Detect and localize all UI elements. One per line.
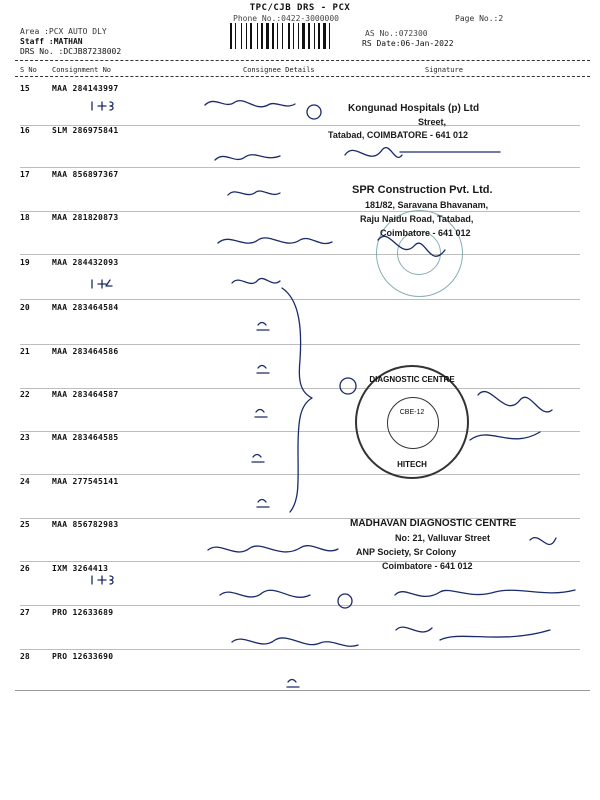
row-consignment: IXM 3264413 xyxy=(52,564,109,573)
spr-stamp-name: SPR Construction Pvt. Ltd. xyxy=(352,184,493,196)
row-consignment: MAA 277545141 xyxy=(52,477,119,486)
mark-row23 xyxy=(252,455,264,463)
scribble-hitesh xyxy=(232,278,280,283)
row-consignment: MAA 283464587 xyxy=(52,390,119,399)
phone-number: Phone No.:0422-3000000 xyxy=(233,14,339,23)
madhavan-stamp-line2: ANP Society, Sr Colony xyxy=(356,547,457,557)
spr-stamp-line2: Raju Naidu Road, Tatabad, xyxy=(360,214,474,224)
row-consignment: MAA 856897367 xyxy=(52,170,119,179)
circle-mark-2 xyxy=(340,378,356,394)
column-sno: S No xyxy=(20,66,37,74)
row-sno: 20 xyxy=(20,303,30,312)
scribble-annamalai xyxy=(215,155,280,160)
mark-row24 xyxy=(257,500,269,508)
column-signature: Signature xyxy=(425,66,463,74)
page-number: Page No.:2 xyxy=(455,14,504,23)
signature-row25 xyxy=(530,538,556,545)
column-consignment: Consignment No xyxy=(52,66,112,74)
column-consignee: Consignee Details xyxy=(243,66,315,74)
scribble-bashen xyxy=(232,638,358,646)
row-consignment: PRO 12633690 xyxy=(52,652,114,661)
row-sno: 27 xyxy=(20,608,30,617)
row-consignment: MAA 283464584 xyxy=(52,303,119,312)
row-consignment: SLM 286975841 xyxy=(52,126,119,135)
margin-mark-row19 xyxy=(92,280,112,288)
rs-date: RS Date:06-Jan-2022 xyxy=(362,39,454,48)
row-sno: 22 xyxy=(20,390,30,399)
row-sno: 18 xyxy=(20,213,30,222)
signature-rows21-23 xyxy=(470,392,552,440)
row-sno: 17 xyxy=(20,170,30,179)
hitech-seal-bottom: HITECH xyxy=(397,460,427,469)
row-consignment: MAA 283464585 xyxy=(52,433,119,442)
row-sno: 21 xyxy=(20,347,30,356)
scribble-peter xyxy=(228,191,280,195)
row-sno: 26 xyxy=(20,564,30,573)
staff-label: Staff :MATHAN xyxy=(20,37,83,46)
kongunad-stamp-street: Street, xyxy=(418,117,447,127)
circle-mark-3 xyxy=(338,594,352,608)
row-consignment: MAA 281820873 xyxy=(52,213,119,222)
mark-row22 xyxy=(255,410,267,418)
madhavan-stamp-name: MADHAVAN DIAGNOSTIC CENTRE xyxy=(350,518,517,529)
mark-row28 xyxy=(287,680,299,688)
circle-mark-1 xyxy=(307,105,321,119)
madhavan-stamp-line3: Coimbatore - 641 012 xyxy=(382,561,473,571)
sheet-title: TPC/CJB DRS - PCX xyxy=(249,3,351,13)
row-sno: 25 xyxy=(20,520,30,529)
row-sno: 24 xyxy=(20,477,30,486)
signature-row27 xyxy=(396,627,550,640)
kongunad-stamp-city: Tatabad, COIMBATORE - 641 012 xyxy=(328,130,469,140)
row-consignment: PRO 12633689 xyxy=(52,608,114,617)
mark-row20 xyxy=(257,323,269,331)
row-sno: 15 xyxy=(20,84,30,93)
scribble-madhavan xyxy=(208,546,338,552)
scribble-kongunadu xyxy=(205,101,295,107)
spr-stamp-line3: Coimbatore - 641 012 xyxy=(380,228,471,238)
row-consignment: MAA 284143997 xyxy=(52,84,119,93)
row-consignment: MAA 284432093 xyxy=(52,258,119,267)
as-number: AS No.:072300 xyxy=(365,29,428,38)
drs-number: DRS No. :DCJB87238002 xyxy=(20,47,122,56)
scribble-chellamuthu xyxy=(220,590,310,597)
mark-row21 xyxy=(257,366,269,374)
scribble-friendly-service xyxy=(218,238,332,244)
row-consignment: MAA 283464586 xyxy=(52,347,119,356)
spr-stamp-line1: 181/82, Saravana Bhavanam, xyxy=(365,200,489,210)
row-sno: 16 xyxy=(20,126,30,135)
row-sno: 19 xyxy=(20,258,30,267)
row-consignment: MAA 856782983 xyxy=(52,520,119,529)
kongunad-stamp-name: Kongunad Hospitals (p) Ltd xyxy=(348,103,480,114)
area-label: Area :PCX AUTO DLY xyxy=(20,27,107,36)
signature-row16 xyxy=(345,148,500,158)
signature-row18 xyxy=(378,236,445,256)
margin-mark-row26 xyxy=(92,576,113,584)
bracket-mark xyxy=(282,288,312,512)
row-sno: 28 xyxy=(20,652,30,661)
signature-row26 xyxy=(395,590,575,596)
hitech-seal-mid: CBE-12 xyxy=(399,409,425,416)
margin-mark-row15 xyxy=(92,102,113,110)
row-sno: 23 xyxy=(20,433,30,442)
hitech-seal-top: DIAGNOSTIC CENTRE xyxy=(369,375,455,384)
madhavan-stamp-line1: No: 21, Valluvar Street xyxy=(395,533,491,543)
